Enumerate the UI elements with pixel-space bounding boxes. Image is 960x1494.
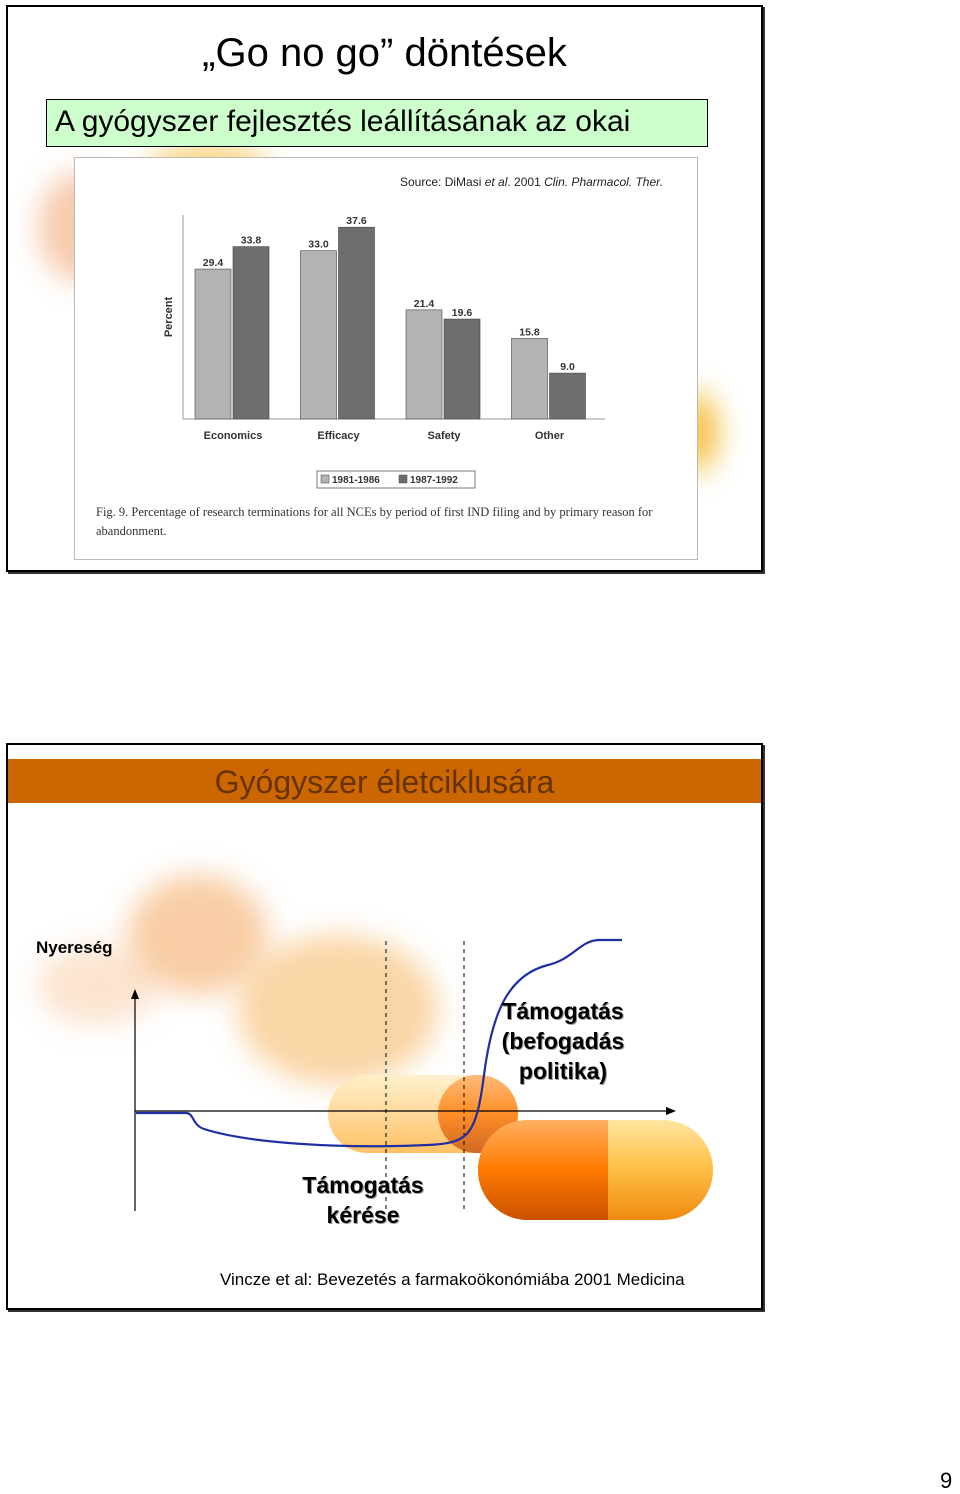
chart-legend-swatch	[399, 475, 407, 483]
chart-category-label: Economics	[203, 430, 263, 442]
slide-1	[6, 5, 763, 572]
chart-bar	[233, 247, 269, 419]
chart-y-label: Percent	[163, 296, 175, 338]
request-label-line: Támogatás	[302, 1172, 424, 1198]
chart-bar	[301, 251, 337, 419]
chart-data-label: 29.4	[202, 257, 224, 270]
chart-legend-swatch	[321, 475, 329, 483]
support-label-line: Támogatás	[502, 998, 624, 1024]
figure-caption: Fig. 9. Percentage of research terminations for all NCEs by period of first IND filing and by primary reason for abandonment.	[96, 505, 653, 538]
chart-bar	[550, 373, 586, 419]
support-label	[468, 996, 658, 1086]
chart-data-label: 33.8	[240, 234, 262, 247]
slide-2	[6, 743, 763, 1310]
y-axis-arrow	[131, 989, 139, 999]
source-note: Source: DiMasi et al. 2001 Clin. Pharmacol. Ther.	[400, 175, 664, 189]
chart-data-label: 15.8	[519, 326, 540, 339]
chart-data-label: 37.6	[346, 215, 367, 228]
slide-subtitle: A gyógyszer fejlesztés leállításának az okai	[46, 99, 708, 147]
chart-category-label: Efficacy	[317, 430, 360, 442]
chart-legend-label: 1987-1992	[410, 475, 458, 486]
chart-legend-label: 1981-1986	[332, 475, 380, 486]
citation: Vincze et al: Bevezetés a farmakoökonómiába 2001 Medicina	[220, 1270, 685, 1289]
request-label	[273, 1170, 453, 1230]
request-label-line: kérése	[326, 1202, 400, 1228]
slide-title: „Go no go” döntések	[202, 31, 567, 75]
x-axis-arrow	[666, 1107, 676, 1115]
chart-bar	[339, 227, 375, 419]
support-label-line: politika)	[518, 1058, 608, 1084]
chart-data-label: 9.0	[560, 361, 575, 374]
chart-bar	[512, 338, 548, 419]
chart-bar	[406, 310, 442, 419]
bar-chart	[75, 207, 615, 497]
chart-category-label: Safety	[427, 430, 461, 442]
chart-bar	[444, 319, 480, 419]
chart-bar	[195, 269, 231, 419]
chart-data-label: 21.4	[413, 297, 435, 310]
page-number: 9	[940, 1468, 953, 1493]
y-axis-label: Nyereség	[36, 938, 113, 957]
chart-category-label: Other	[534, 430, 565, 442]
slide-header: Gyógyszer életciklusára	[8, 759, 761, 803]
chart-data-label: 33.0	[308, 238, 329, 251]
chart-data-label: 19.6	[451, 307, 473, 320]
support-label-line: (befogadás	[501, 1028, 625, 1054]
